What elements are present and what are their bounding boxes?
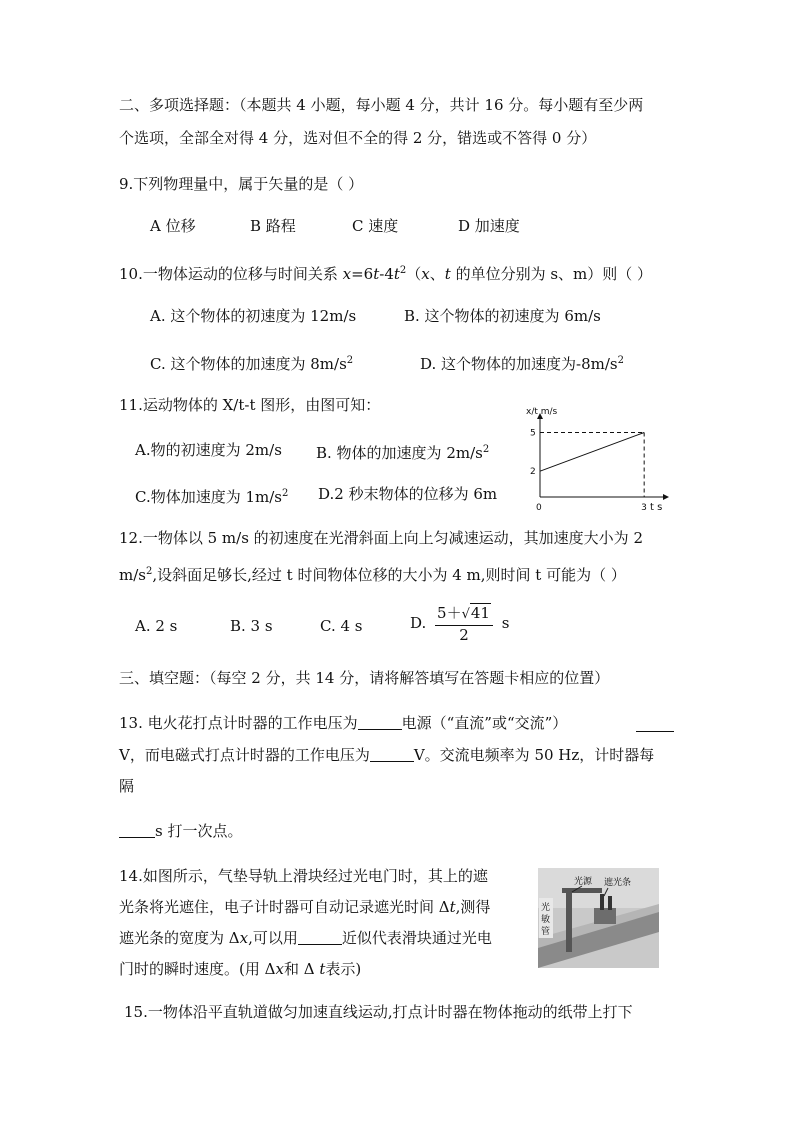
- q12-option-d-fraction: $\frac{5+√41}{2}$: [435, 604, 493, 644]
- q11-stem: 11.运动物体的 X/t-t 图形，由图可知：: [119, 396, 381, 414]
- section2-heading-line1: 二、多项选择题：（本题共 4 小题，每小题 4 分，共计 16 分。每小题有至少两: [119, 96, 644, 114]
- photo-label-light-source: 光源: [574, 877, 593, 887]
- air-track-photogate-photo: [538, 868, 659, 968]
- q12-option-a: A. 2 s: [135, 617, 178, 635]
- q10-option-d: D. 这个物体的加速度为$-8m/s^2$: [420, 355, 624, 373]
- q14-line2: 光条将光遮住，电子计时器可自动记录遮光时间 Δt,测得: [119, 898, 491, 916]
- chart-y-tick-5: 5: [530, 428, 536, 439]
- chart-y-label: x/t m/s: [526, 407, 558, 417]
- photogate-post: [566, 890, 572, 952]
- photo-label-tube-3: 管: [541, 927, 551, 937]
- q11-option-c: C.物体加速度为 $1m/s^2$: [135, 488, 289, 506]
- answer-blank[interactable]: [298, 929, 342, 945]
- photogate-illustration: [538, 868, 659, 968]
- q11-option-a: A.物的初速度为 2m/s: [135, 441, 282, 459]
- light-blocking-strip: [600, 894, 604, 910]
- q12-option-d: D. $\frac{5+√41}{2}$ s: [410, 604, 510, 644]
- q11-option-d: D.2 秒末物体的位移为 6m: [318, 485, 498, 503]
- q9-stem: 9.下列物理量中，属于矢量的是（ ）: [119, 175, 364, 193]
- chart-x-tick-0: 0: [536, 503, 542, 513]
- answer-blank[interactable]: [636, 716, 674, 732]
- chart-x-label: t s: [650, 502, 663, 513]
- q9-option-d: D 加速度: [458, 217, 520, 235]
- q12-option-c: C. 4 s: [320, 617, 363, 635]
- q12-option-b: B. 3 s: [230, 617, 273, 635]
- q10-option-a: A. 这个物体的初速度为 12m/s: [150, 307, 357, 325]
- chart-y-tick-2: 2: [530, 467, 536, 478]
- q11-velocity-chart: [510, 402, 680, 518]
- q13-line1: 13. 电火花打点计时器的工作电压为 电源（“直流”或“交流”）: [119, 714, 568, 732]
- photo-label-tube-2: 敏: [541, 915, 551, 925]
- q9-option-b: B 路程: [250, 217, 296, 235]
- photo-label-tube-1: 光: [541, 903, 551, 913]
- q9-option-a: A 位移: [150, 217, 196, 235]
- glider: [594, 908, 616, 924]
- section2-heading-line2: 个选项，全部全对得 4 分，选对但不全的得 2 分，错选或不答得 0 分）: [119, 129, 597, 147]
- q13-line4: s 打一次点。: [119, 821, 242, 841]
- q12-line2: $m/s^2$,设斜面足够长,经过 t 时间物体位移的大小为 4 m,则时间 t 可能为（ ）: [119, 566, 626, 584]
- q13-line2: V，而电磁式打点计时器的工作电压为 V。交流电频率为 50 Hz，计时器每: [119, 746, 655, 764]
- answer-blank[interactable]: [358, 714, 402, 730]
- answer-blank[interactable]: [370, 746, 414, 762]
- sqrt-sign: √: [461, 607, 470, 622]
- chart-series-line: [540, 432, 644, 471]
- photo-label-strip: 遮光条: [604, 878, 632, 888]
- q14-line4: 门时的瞬时速度。(用 Δx和 Δ t表示): [119, 960, 362, 978]
- q14-line3: 遮光条的宽度为 Δx,可以用 近似代表滑块通过光电: [119, 929, 492, 947]
- answer-blank[interactable]: [119, 822, 155, 838]
- q13-line3: 隔: [119, 777, 135, 795]
- q11-option-b: B. 物体的加速度为 $2m/s^2$: [316, 444, 490, 462]
- q10-stem: 10.一物体运动的位移与时间关系 $x=6t-4t^2(x$、t 的单位分别为 s、m）则（ ）: [119, 265, 653, 283]
- q12-line1: 12.一物体以 5 m/s 的初速度在光滑斜面上向上匀减速运动，其加速度大小为 2: [119, 529, 643, 547]
- q10-option-c: C. 这个物体的加速度为 $8m/s^2$: [150, 355, 354, 373]
- q15-line1: 15.一物体沿平直轨道做匀加速直线运动,打点计时器在物体拖动的纸带上打下: [124, 1003, 633, 1021]
- q10-option-b: B. 这个物体的初速度为 6m/s: [404, 307, 601, 325]
- section3-heading: 三、填空题：（每空 2 分，共 14 分，请将解答填写在答题卡相应的位置）: [119, 669, 610, 687]
- q9-option-c: C 速度: [352, 217, 399, 235]
- q14-line1: 14.如图所示，气垫导轨上滑块经过光电门时，其上的遮: [119, 867, 488, 885]
- chart-x-tick-3: 3: [641, 503, 647, 513]
